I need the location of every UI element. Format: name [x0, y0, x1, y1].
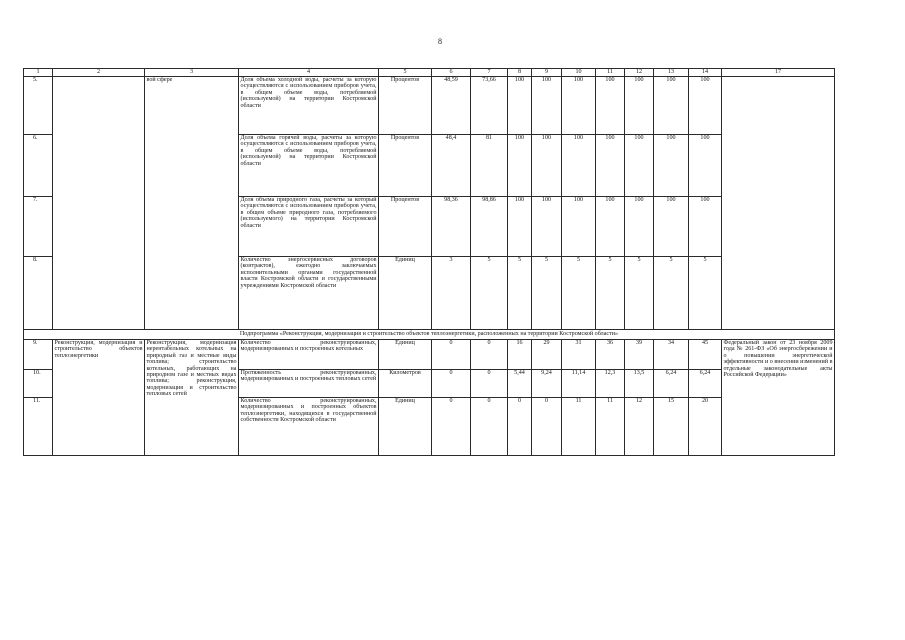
header-cell: 10	[562, 69, 596, 77]
unit: Процентов	[379, 77, 432, 135]
measure-description: Реконструкция, модернизация нерентабельных котельных на природный газ и местные виды топлива; строительство котельных, работающих на природном газе и местных видах топлива; реконструкция, модернизация и строительство тепловых сетей	[145, 340, 239, 456]
measure-description: вой сфере	[145, 77, 239, 330]
value-cell: 3	[432, 257, 471, 330]
value-cell: 5	[508, 257, 532, 330]
header-cell: 9	[532, 69, 562, 77]
row-number: 10.	[24, 370, 53, 398]
indicator-name: Протяженность реконструированных, модернизированных и построенных тепловых сетей	[239, 370, 379, 398]
value-cell: 5	[625, 257, 654, 330]
value-cell: 100	[654, 135, 689, 197]
unit: Процентов	[379, 135, 432, 197]
value-cell: 5	[596, 257, 625, 330]
value-cell: 45	[689, 340, 722, 370]
value-cell: 100	[596, 197, 625, 257]
row-number: 8.	[24, 257, 53, 330]
value-cell: 100	[689, 135, 722, 197]
header-cell: 4	[239, 69, 379, 77]
value-cell: 100	[508, 135, 532, 197]
value-cell: 0	[432, 370, 471, 398]
row-number: 9.	[24, 340, 53, 370]
indicator-name: Доля объема горячей воды, расчеты за которую осуществляются с использованием приборов учета, в общем объеме воды, потребляемой (используемой) на территории Костромской области	[239, 135, 379, 197]
table-row	[24, 340, 835, 370]
value-cell: 34	[654, 340, 689, 370]
value-cell: 100	[532, 77, 562, 135]
value-cell: 81	[471, 135, 508, 197]
unit: Единиц	[379, 257, 432, 330]
value-cell: 100	[625, 77, 654, 135]
header-cell: 14	[689, 69, 722, 77]
value-cell: 0	[471, 340, 508, 370]
value-cell: 98,36	[432, 197, 471, 257]
value-cell: 6,24	[689, 370, 722, 398]
value-cell: 12	[625, 398, 654, 456]
value-cell: 5	[562, 257, 596, 330]
value-cell: 100	[689, 197, 722, 257]
table-row	[24, 77, 835, 135]
unit: Единиц	[379, 398, 432, 456]
row-number: 11.	[24, 398, 53, 456]
value-cell: 100	[532, 135, 562, 197]
value-cell: 0	[508, 398, 532, 456]
header-cell: 2	[53, 69, 145, 77]
indicators-table	[23, 68, 835, 456]
value-cell: 100	[532, 197, 562, 257]
value-cell: 100	[562, 77, 596, 135]
value-cell: 15	[654, 398, 689, 456]
value-cell: 100	[625, 135, 654, 197]
value-cell: 73,66	[471, 77, 508, 135]
value-cell: 16	[508, 340, 532, 370]
value-cell: 100	[596, 135, 625, 197]
value-cell: 31	[562, 340, 596, 370]
header-cell: 5	[379, 69, 432, 77]
value-cell: 100	[654, 77, 689, 135]
subprogram-row	[24, 330, 835, 340]
measure-name: Реконструкция, модернизация и строительство объектов теплоэнергетики	[53, 340, 145, 456]
value-cell: 11,14	[562, 370, 596, 398]
indicator-name: Количество энергосервисных договоров (контрактов), ежегодно заключаемых исполнительными органами государственной власти Костромской области и государственными учреждениями Костромской области	[239, 257, 379, 330]
value-cell: 39	[625, 340, 654, 370]
value-cell: 100	[562, 197, 596, 257]
value-cell: 100	[596, 77, 625, 135]
value-cell: 48,4	[432, 135, 471, 197]
row-number: 5.	[24, 77, 53, 135]
indicator-name: Количество реконструированных, модернизированных и построенных объектов теплоэнергетики, находящихся в государственной собственности Костромской области	[239, 398, 379, 456]
value-cell: 13,5	[625, 370, 654, 398]
value-cell: 100	[689, 77, 722, 135]
value-cell: 11	[562, 398, 596, 456]
page-number: 8	[438, 37, 442, 46]
value-cell: 0	[532, 398, 562, 456]
value-cell: 5,44	[508, 370, 532, 398]
value-cell: 5	[689, 257, 722, 330]
value-cell: 100	[625, 197, 654, 257]
subprogram-title: Подпрограмма «Реконструкция, модернизация и строительство объектов теплоэнергетики, расположенных на территории Костромской области»	[24, 330, 835, 340]
value-cell: 0	[471, 398, 508, 456]
header-cell: 3	[145, 69, 239, 77]
value-cell: 6,24	[654, 370, 689, 398]
value-cell: 100	[562, 135, 596, 197]
unit: Процентов	[379, 197, 432, 257]
value-cell: 5	[471, 257, 508, 330]
value-cell: 0	[432, 340, 471, 370]
row-number: 7.	[24, 197, 53, 257]
header-cell: 13	[654, 69, 689, 77]
value-cell: 20	[689, 398, 722, 456]
measure-cell-empty	[53, 77, 145, 330]
header-cell: 1	[24, 69, 53, 77]
indicator-name: Доля объема холодной воды, расчеты за которую осуществляются с использованием приборов учета, в общем объеме воды, потребляемой (используемой) на территории Костромской области	[239, 77, 379, 135]
unit: Километров	[379, 370, 432, 398]
row-number: 6.	[24, 135, 53, 197]
indicator-name: Количество реконструированных, модернизированных и построенных котельных	[239, 340, 379, 370]
header-cell: 12	[625, 69, 654, 77]
value-cell: 0	[471, 370, 508, 398]
indicator-name: Доля объема природного газа, расчеты за который осуществляются с использованием приборов учета, в общем объеме природного газа, потребляемого (используемого) на территории Костромской области	[239, 197, 379, 257]
header-cell: 7	[471, 69, 508, 77]
value-cell: 29	[532, 340, 562, 370]
header-cell: 6	[432, 69, 471, 77]
header-cell: 11	[596, 69, 625, 77]
value-cell: 98,86	[471, 197, 508, 257]
value-cell: 100	[654, 197, 689, 257]
value-cell: 9,24	[532, 370, 562, 398]
value-cell: 5	[532, 257, 562, 330]
value-cell: 100	[508, 77, 532, 135]
value-cell: 36	[596, 340, 625, 370]
value-cell: 11	[596, 398, 625, 456]
unit: Единиц	[379, 340, 432, 370]
value-cell: 0	[432, 398, 471, 456]
header-row	[24, 69, 835, 77]
legal-basis-empty	[722, 77, 835, 330]
value-cell: 48,59	[432, 77, 471, 135]
value-cell: 5	[654, 257, 689, 330]
value-cell: 100	[508, 197, 532, 257]
legal-basis: Федеральный закон от 23 ноября 2009 года № 261-ФЗ «Об энергосбережении и о повышении энергетической эффективности и о внесении изменений в отдельные законодательные акты Российской Федерации»	[722, 340, 835, 456]
value-cell: 12,3	[596, 370, 625, 398]
header-cell: 17	[722, 69, 835, 77]
header-cell: 8	[508, 69, 532, 77]
